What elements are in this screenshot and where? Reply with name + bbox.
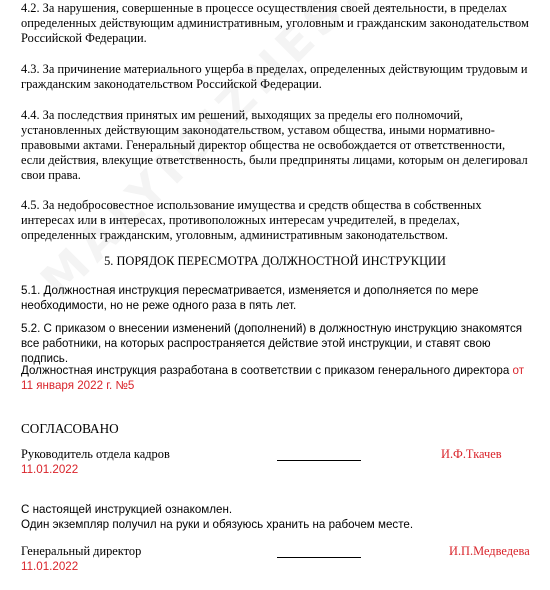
paragraph-4-2: 4.2. За нарушения, совершенные в процессе осуществления своей деятельности, в пределах определенных действующим административным, уголовным и гражданским законодательством Российской Федерации.: [21, 1, 529, 45]
order-note-text: Должностная инструкция разработана в соответствии с приказом генерального директора: [21, 364, 513, 377]
approval-signature-line: [277, 460, 361, 461]
approval-name: И.Ф.Ткачев: [441, 447, 502, 461]
acknowledgement-line-2: Один экземпляр получил на руки и обязуюсь хранить на рабочем месте.: [21, 518, 414, 531]
director-role: Генеральный директор: [21, 544, 142, 558]
paragraph-5-2: 5.2. С приказом о внесении изменений (дополнений) в должностную инструкцию знакомятся все работники, на которых распространяется действие этой инструкции, и ставят свою подпись.: [21, 322, 523, 365]
paragraph-4-3: 4.3. За причинение материального ущерба в пределах, определенных действующим трудовым и гражданским законодательством Российской Федерации.: [21, 62, 528, 91]
approval-signature-row: [0, 447, 550, 481]
director-name: И.П.Медведева: [449, 544, 530, 558]
approval-date: 11.01.2022: [21, 463, 79, 476]
director-signature-row: [0, 544, 550, 578]
acknowledgement-line-1: С настоящей инструкцией ознакомлен.: [21, 503, 233, 516]
order-note-date: от 11 января 2022 г. №5: [21, 364, 525, 392]
section-5-heading: 5. ПОРЯДОК ПЕРЕСМОТРА ДОЛЖНОСТНОЙ ИНСТРУКЦИИ: [104, 254, 446, 268]
approval-title: СОГЛАСОВАНО: [21, 421, 119, 436]
director-signature-line: [277, 557, 361, 558]
approval-role: Руководитель отдела кадров: [21, 447, 170, 461]
director-date: 11.01.2022: [21, 560, 79, 573]
paragraph-5-1: 5.1. Должностная инструкция пересматривается, изменяется и дополняется по мере необходимости, но не реже одного раза в пять лет.: [21, 284, 479, 312]
order-note: [21, 363, 531, 393]
paragraph-4-5: 4.5. За недобросовестное использование имущества и средств общества в собственных интересах или в интересах, противоположных интересам учредителей, в пределах, определенных гражданским, уголовным, административным законодательством.: [21, 198, 482, 242]
paragraph-4-4: 4.4. За последствия принятых им решений, выходящих за пределы его полномочий, установленных действующим законодательством, уставом общества, иными нормативно-правовыми актами. Генеральный директор общества не освобождается от ответственности, если действия, влекущие ответственность, были предприняты лицами, которым он делегировал свои права.: [21, 108, 528, 182]
